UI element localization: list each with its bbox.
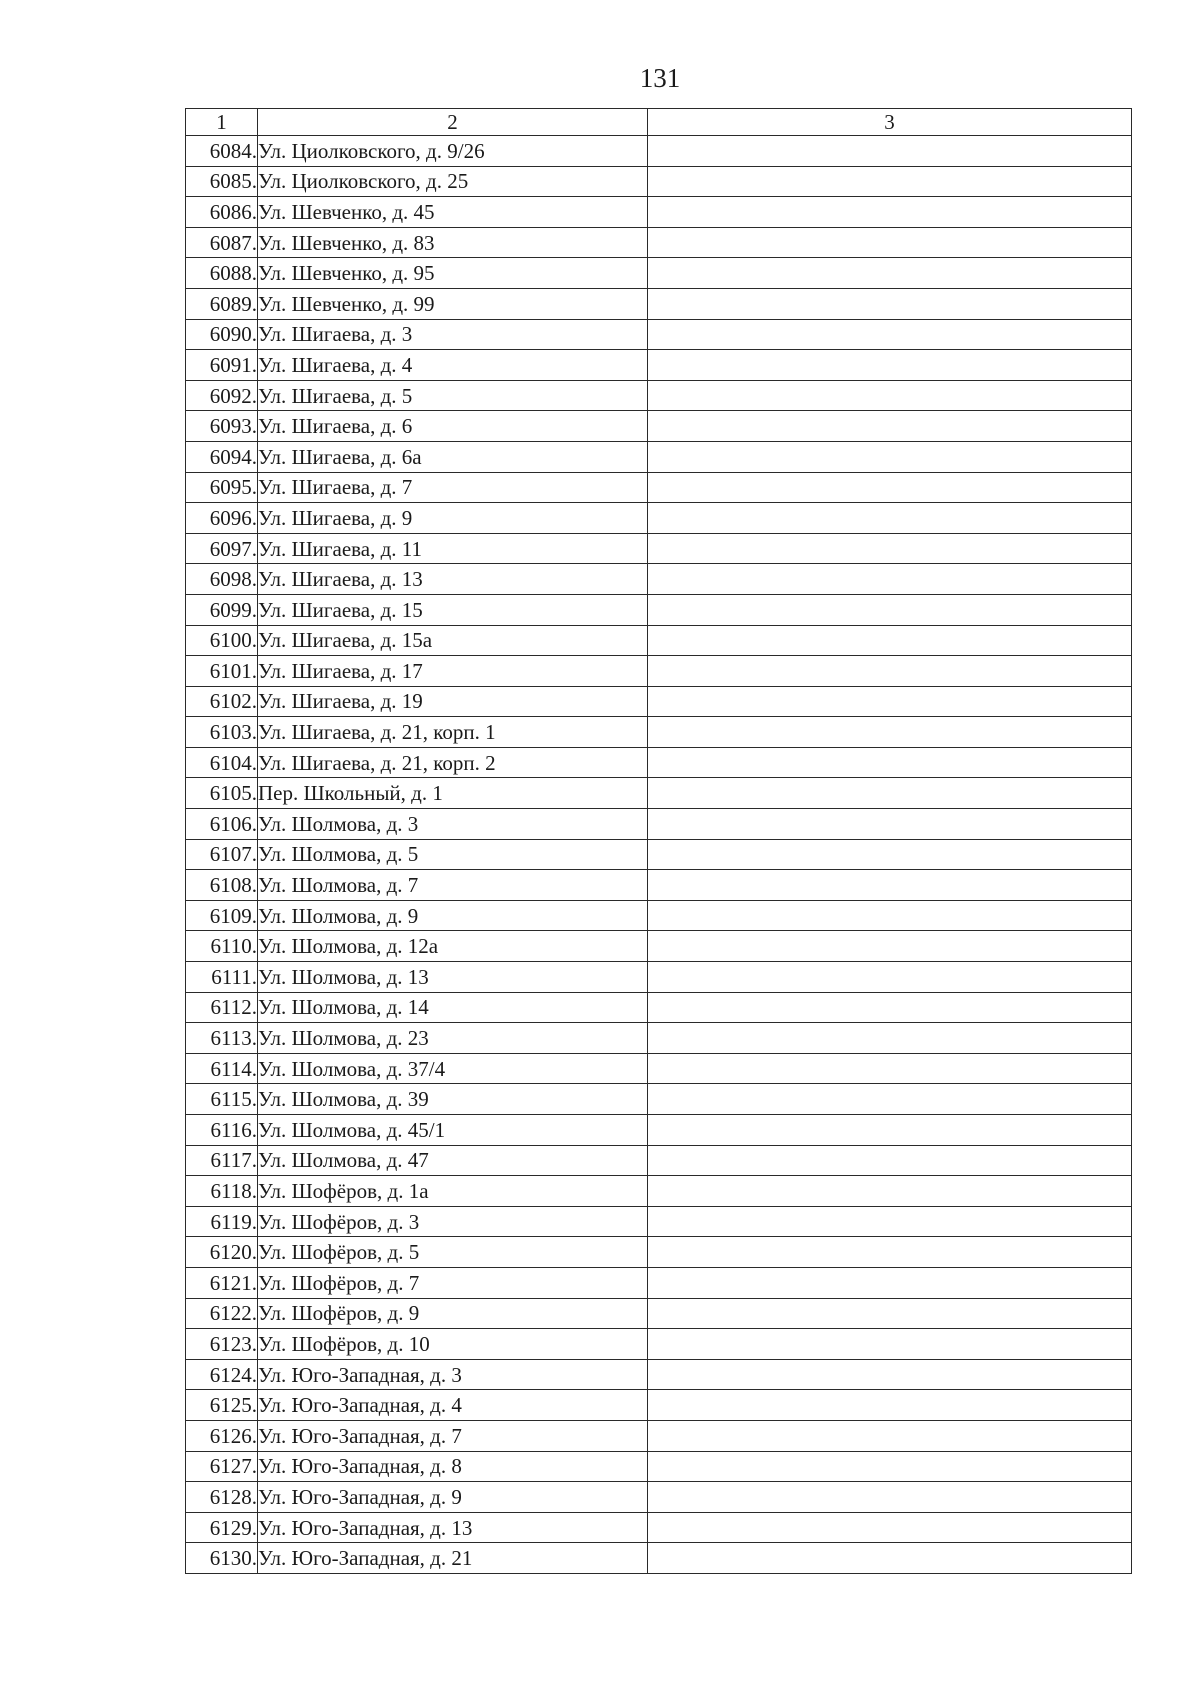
row-address: Ул. Шигаева, д. 6а — [258, 441, 648, 472]
table-row — [186, 839, 1132, 870]
table-row — [186, 1145, 1132, 1176]
row-note — [648, 350, 1132, 381]
row-address: Ул. Шигаева, д. 7 — [258, 472, 648, 503]
row-number: 6109. — [186, 900, 258, 931]
row-number: 6102. — [186, 686, 258, 717]
row-address: Ул. Юго-Западная, д. 9 — [258, 1482, 648, 1513]
row-number: 6093. — [186, 411, 258, 442]
row-address: Ул. Шевченко, д. 95 — [258, 258, 648, 289]
table-row — [186, 288, 1132, 319]
row-note — [648, 197, 1132, 228]
row-note — [648, 1115, 1132, 1146]
row-note — [648, 1420, 1132, 1451]
row-number: 6095. — [186, 472, 258, 503]
row-number: 6111. — [186, 962, 258, 993]
row-address: Ул. Шигаева, д. 21, корп. 2 — [258, 747, 648, 778]
table-row — [186, 197, 1132, 228]
row-note — [648, 227, 1132, 258]
row-note — [648, 441, 1132, 472]
row-note — [648, 288, 1132, 319]
table-row — [186, 564, 1132, 595]
table-row — [186, 1176, 1132, 1207]
row-note — [648, 380, 1132, 411]
table-row — [186, 1512, 1132, 1543]
table-row — [186, 1329, 1132, 1360]
table-row — [186, 870, 1132, 901]
row-note — [648, 533, 1132, 564]
table-row — [186, 594, 1132, 625]
table-row — [186, 1420, 1132, 1451]
row-address: Ул. Шофёров, д. 1а — [258, 1176, 648, 1207]
row-note — [648, 900, 1132, 931]
table-row — [186, 319, 1132, 350]
row-note — [648, 503, 1132, 534]
row-note — [648, 136, 1132, 167]
row-number: 6119. — [186, 1206, 258, 1237]
row-number: 6122. — [186, 1298, 258, 1329]
table-row — [186, 533, 1132, 564]
row-number: 6127. — [186, 1451, 258, 1482]
row-number: 6114. — [186, 1053, 258, 1084]
row-number: 6107. — [186, 839, 258, 870]
row-number: 6091. — [186, 350, 258, 381]
row-address: Ул. Шофёров, д. 9 — [258, 1298, 648, 1329]
row-number: 6124. — [186, 1359, 258, 1390]
row-note — [648, 258, 1132, 289]
row-note — [648, 717, 1132, 748]
row-note — [648, 1329, 1132, 1360]
row-number: 6099. — [186, 594, 258, 625]
table-row — [186, 258, 1132, 289]
row-number: 6112. — [186, 992, 258, 1023]
row-number: 6090. — [186, 319, 258, 350]
row-note — [648, 656, 1132, 687]
row-address: Ул. Шигаева, д. 13 — [258, 564, 648, 595]
row-note — [648, 1390, 1132, 1421]
row-address: Ул. Циолковского, д. 25 — [258, 166, 648, 197]
table-row — [186, 1267, 1132, 1298]
table-row — [186, 1115, 1132, 1146]
row-address: Ул. Шигаева, д. 21, корп. 1 — [258, 717, 648, 748]
row-note — [648, 625, 1132, 656]
row-note — [648, 1145, 1132, 1176]
row-address: Ул. Шевченко, д. 99 — [258, 288, 648, 319]
row-number: 6129. — [186, 1512, 258, 1543]
row-address: Ул. Шолмова, д. 12а — [258, 931, 648, 962]
row-number: 6100. — [186, 625, 258, 656]
row-note — [648, 1298, 1132, 1329]
row-note — [648, 1084, 1132, 1115]
table-row — [186, 350, 1132, 381]
row-address: Ул. Шофёров, д. 3 — [258, 1206, 648, 1237]
row-address: Ул. Юго-Западная, д. 13 — [258, 1512, 648, 1543]
row-note — [648, 992, 1132, 1023]
row-number: 6128. — [186, 1482, 258, 1513]
row-address: Ул. Шолмова, д. 39 — [258, 1084, 648, 1115]
table-row — [186, 227, 1132, 258]
row-note — [648, 1451, 1132, 1482]
table-row — [186, 1482, 1132, 1513]
table-row — [186, 778, 1132, 809]
row-address: Ул. Юго-Западная, д. 3 — [258, 1359, 648, 1390]
table-row — [186, 747, 1132, 778]
row-address: Ул. Юго-Западная, д. 8 — [258, 1451, 648, 1482]
table-row — [186, 1084, 1132, 1115]
header-col-2: 2 — [258, 109, 648, 136]
row-number: 6103. — [186, 717, 258, 748]
row-address: Ул. Шигаева, д. 17 — [258, 656, 648, 687]
table-row — [186, 472, 1132, 503]
row-note — [648, 472, 1132, 503]
row-number: 6098. — [186, 564, 258, 595]
row-number: 6116. — [186, 1115, 258, 1146]
row-note — [648, 1359, 1132, 1390]
row-note — [648, 839, 1132, 870]
row-number: 6092. — [186, 380, 258, 411]
row-address: Ул. Шигаева, д. 9 — [258, 503, 648, 534]
row-number: 6115. — [186, 1084, 258, 1115]
row-note — [648, 1543, 1132, 1574]
row-note — [648, 564, 1132, 595]
row-address: Ул. Шигаева, д. 5 — [258, 380, 648, 411]
row-note — [648, 809, 1132, 840]
row-number: 6125. — [186, 1390, 258, 1421]
row-number: 6117. — [186, 1145, 258, 1176]
row-note — [648, 686, 1132, 717]
row-address: Ул. Юго-Западная, д. 4 — [258, 1390, 648, 1421]
row-address: Ул. Шигаева, д. 3 — [258, 319, 648, 350]
row-address: Ул. Шолмова, д. 9 — [258, 900, 648, 931]
table-row — [186, 625, 1132, 656]
table-row — [186, 809, 1132, 840]
row-number: 6088. — [186, 258, 258, 289]
row-number: 6101. — [186, 656, 258, 687]
row-address: Ул. Шевченко, д. 45 — [258, 197, 648, 228]
table-row — [186, 411, 1132, 442]
table-row — [186, 717, 1132, 748]
row-address: Ул. Шигаева, д. 15а — [258, 625, 648, 656]
table-row — [186, 1053, 1132, 1084]
row-number: 6118. — [186, 1176, 258, 1207]
row-address: Ул. Шигаева, д. 15 — [258, 594, 648, 625]
table-row — [186, 441, 1132, 472]
row-note — [648, 931, 1132, 962]
table-row — [186, 380, 1132, 411]
row-address: Ул. Юго-Западная, д. 21 — [258, 1543, 648, 1574]
row-address: Ул. Шолмова, д. 45/1 — [258, 1115, 648, 1146]
table-row — [186, 1206, 1132, 1237]
table-row — [186, 1237, 1132, 1268]
table-row — [186, 686, 1132, 717]
row-note — [648, 1206, 1132, 1237]
header-col-3: 3 — [648, 109, 1132, 136]
row-address: Ул. Циолковского, д. 9/26 — [258, 136, 648, 167]
row-number: 6126. — [186, 1420, 258, 1451]
table-row — [186, 656, 1132, 687]
table-row — [186, 900, 1132, 931]
table-row — [186, 136, 1132, 167]
address-table — [185, 108, 1132, 1574]
row-number: 6110. — [186, 931, 258, 962]
table-body — [186, 136, 1132, 1574]
header-row — [186, 109, 1132, 136]
row-note — [648, 166, 1132, 197]
row-note — [648, 870, 1132, 901]
row-number: 6089. — [186, 288, 258, 319]
row-number: 6085. — [186, 166, 258, 197]
table-row — [186, 1451, 1132, 1482]
row-number: 6113. — [186, 1023, 258, 1054]
row-address: Ул. Шолмова, д. 14 — [258, 992, 648, 1023]
row-note — [648, 747, 1132, 778]
table-header — [186, 109, 1132, 136]
table-row — [186, 1543, 1132, 1574]
row-number: 6120. — [186, 1237, 258, 1268]
row-number: 6096. — [186, 503, 258, 534]
row-number: 6094. — [186, 441, 258, 472]
row-address: Ул. Шигаева, д. 4 — [258, 350, 648, 381]
table-row — [186, 1023, 1132, 1054]
page-number: 131 — [639, 63, 681, 93]
row-address: Ул. Шофёров, д. 10 — [258, 1329, 648, 1360]
row-note — [648, 319, 1132, 350]
table-row — [186, 992, 1132, 1023]
row-address: Ул. Шофёров, д. 7 — [258, 1267, 648, 1298]
table-row — [186, 1298, 1132, 1329]
row-number: 6087. — [186, 227, 258, 258]
row-address: Ул. Шигаева, д. 19 — [258, 686, 648, 717]
row-note — [648, 594, 1132, 625]
row-note — [648, 778, 1132, 809]
row-note — [648, 1512, 1132, 1543]
table-row — [186, 503, 1132, 534]
row-number: 6104. — [186, 747, 258, 778]
row-address: Ул. Шолмова, д. 7 — [258, 870, 648, 901]
row-note — [648, 1023, 1132, 1054]
row-number: 6097. — [186, 533, 258, 564]
header-col-1: 1 — [186, 109, 258, 136]
row-address: Ул. Шолмова, д. 47 — [258, 1145, 648, 1176]
row-address: Ул. Шолмова, д. 37/4 — [258, 1053, 648, 1084]
table-row — [186, 1359, 1132, 1390]
row-note — [648, 1053, 1132, 1084]
row-address: Ул. Шофёров, д. 5 — [258, 1237, 648, 1268]
row-number: 6105. — [186, 778, 258, 809]
row-address: Ул. Шолмова, д. 5 — [258, 839, 648, 870]
row-note — [648, 1267, 1132, 1298]
table-row — [186, 931, 1132, 962]
row-note — [648, 1237, 1132, 1268]
row-number: 6121. — [186, 1267, 258, 1298]
row-note — [648, 1482, 1132, 1513]
table-row — [186, 962, 1132, 993]
table-row — [186, 166, 1132, 197]
row-note — [648, 411, 1132, 442]
row-address: Ул. Шолмова, д. 23 — [258, 1023, 648, 1054]
row-address: Ул. Юго-Западная, д. 7 — [258, 1420, 648, 1451]
table-row — [186, 1390, 1132, 1421]
row-address: Ул. Шолмова, д. 13 — [258, 962, 648, 993]
row-address: Ул. Шолмова, д. 3 — [258, 809, 648, 840]
row-note — [648, 962, 1132, 993]
row-address: Ул. Шевченко, д. 83 — [258, 227, 648, 258]
row-number: 6084. — [186, 136, 258, 167]
row-address: Ул. Шигаева, д. 11 — [258, 533, 648, 564]
row-number: 6106. — [186, 809, 258, 840]
row-number: 6123. — [186, 1329, 258, 1360]
row-number: 6086. — [186, 197, 258, 228]
row-number: 6108. — [186, 870, 258, 901]
row-note — [648, 1176, 1132, 1207]
row-address: Ул. Шигаева, д. 6 — [258, 411, 648, 442]
row-number: 6130. — [186, 1543, 258, 1574]
row-address: Пер. Школьный, д. 1 — [258, 778, 648, 809]
